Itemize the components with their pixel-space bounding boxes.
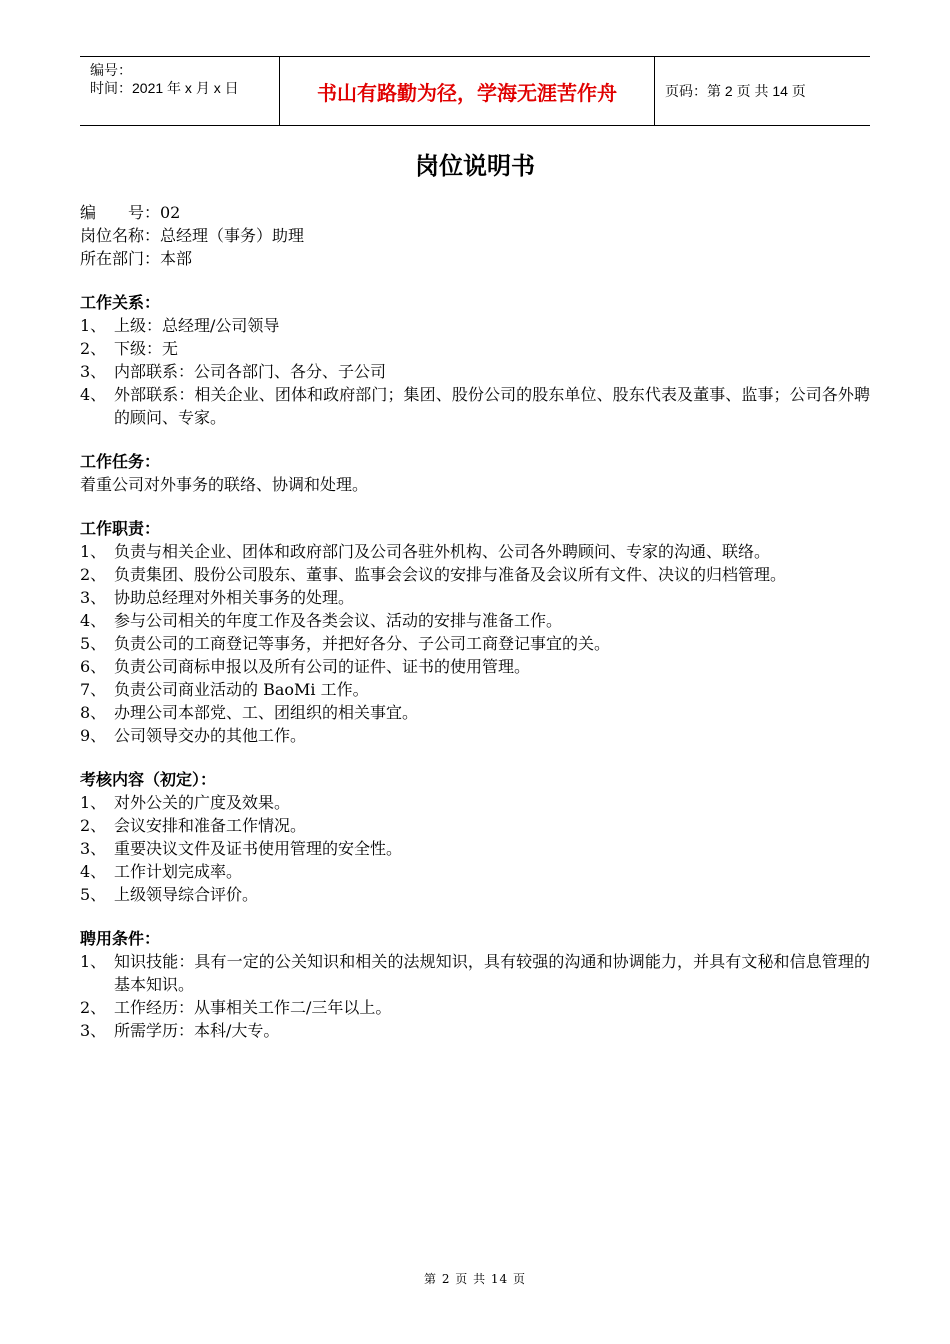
requirements-heading: 聘用条件： (80, 929, 161, 948)
duties-list (80, 540, 870, 747)
list-item (80, 383, 870, 429)
list-item (80, 814, 870, 837)
list-item (80, 724, 870, 747)
header-page-info: 页码：第 2 页 共 14 页 (665, 83, 806, 99)
meta-position: 岗位名称：总经理（事务）助理 (80, 226, 305, 245)
list-item (80, 586, 870, 609)
list-item (80, 860, 870, 883)
list-item (80, 540, 870, 563)
list-item-text: 重要决议文件及证书使用管理的安全性。 (114, 839, 403, 858)
list-item-number: 6、 (80, 657, 107, 676)
list-item-text: 知识技能：具有一定的公关知识和相关的法规知识，具有较强的沟通和协调能力，并具有文秘和信息管理的基本知识。 (114, 952, 870, 994)
list-item (80, 996, 870, 1019)
list-item-number: 8、 (80, 703, 107, 722)
list-item-text: 负责与相关企业、团体和政府部门及公司各驻外机构、公司各外聘顾问、专家的沟通、联络。 (114, 542, 771, 561)
list-item-text: 会议安排和准备工作情况。 (114, 816, 307, 835)
assessment-heading: 考核内容（初定）： (80, 770, 217, 789)
relations-heading: 工作关系： (80, 293, 161, 312)
relations-list (80, 314, 870, 429)
list-item-text: 公司领导交办的其他工作。 (114, 726, 307, 745)
list-item-number: 9、 (80, 726, 107, 745)
document-body (80, 201, 870, 1042)
list-item (80, 883, 870, 906)
list-item-number: 4、 (80, 611, 107, 630)
list-item-text: 工作计划完成率。 (114, 862, 243, 881)
list-item-number: 3、 (80, 839, 107, 858)
list-item (80, 950, 870, 996)
list-item-number: 1、 (80, 793, 107, 812)
list-item-text: 协助总经理对外相关事务的处理。 (114, 588, 355, 607)
list-item-number: 3、 (80, 1021, 107, 1040)
list-item-number: 7、 (80, 680, 107, 699)
list-item-number: 1、 (80, 952, 107, 971)
list-item-text: 负责集团、股份公司股东、董事、监事会会议的安排与准备及会议所有文件、决议的归档管理。 (114, 565, 787, 584)
header-motto: 书山有路勤为径，学海无涯苦作舟 (280, 57, 655, 125)
position-meta (80, 201, 870, 270)
list-item-text: 负责公司的工商登记等事务，并把好各分、子公司工商登记事宜的关。 (114, 634, 611, 653)
list-item-number: 3、 (80, 362, 107, 381)
page-header (80, 56, 870, 126)
meta-number: 编 号：02 (80, 203, 181, 222)
list-item-text: 所需学历：本科/大专。 (114, 1021, 280, 1040)
list-item-number: 1、 (80, 316, 107, 335)
list-item (80, 314, 870, 337)
list-item-number: 4、 (80, 385, 107, 404)
list-item-text: 负责公司商标申报以及所有公司的证件、证书的使用管理。 (114, 657, 531, 676)
list-item-number: 2、 (80, 565, 107, 584)
list-item (80, 360, 870, 383)
list-item (80, 791, 870, 814)
list-item-text: 上级：总经理/公司领导 (114, 316, 280, 335)
list-item-number: 5、 (80, 885, 107, 904)
list-item-text: 外部联系：相关企业、团体和政府部门；集团、股份公司的股东单位、股东代表及董事、监事；公司各外聘的顾问、专家。 (114, 385, 870, 427)
list-item-text: 内部联系：公司各部门、各分、子公司 (114, 362, 387, 381)
assessment-list (80, 791, 870, 906)
list-item-number: 2、 (80, 816, 107, 835)
document-title: 岗位说明书 (415, 152, 535, 180)
list-item (80, 837, 870, 860)
list-item-number: 5、 (80, 634, 107, 653)
list-item-text: 上级领导综合评价。 (114, 885, 259, 904)
header-number-label: 编号： (90, 62, 132, 78)
list-item (80, 337, 870, 360)
list-item-number: 3、 (80, 588, 107, 607)
page-footer: 第 2 页 共 14 页 (424, 1272, 526, 1286)
header-info-cell (80, 57, 280, 125)
list-item (80, 563, 870, 586)
list-item-text: 对外公关的广度及效果。 (114, 793, 291, 812)
header-time-label: 时间：2021 年 x 月 x 日 (90, 80, 239, 96)
list-item (80, 678, 870, 701)
list-item (80, 609, 870, 632)
list-item-text: 参与公司相关的年度工作及各类会议、活动的安排与准备工作。 (114, 611, 563, 630)
list-item (80, 632, 870, 655)
list-item-text: 工作经历：从事相关工作二/三年以上。 (114, 998, 392, 1017)
duties-heading: 工作职责： (80, 519, 161, 538)
list-item-text: 负责公司商业活动的 BaoMi 工作。 (114, 680, 369, 699)
list-item-number: 1、 (80, 542, 107, 561)
list-item-text: 下级：无 (114, 339, 179, 358)
list-item (80, 655, 870, 678)
list-item-number: 2、 (80, 998, 107, 1017)
list-item-number: 4、 (80, 862, 107, 881)
tasks-heading: 工作任务： (80, 452, 161, 471)
tasks-text: 着重公司对外事务的联络、协调和处理。 (80, 475, 369, 494)
list-item-number: 2、 (80, 339, 107, 358)
requirements-list (80, 950, 870, 1042)
list-item (80, 1019, 870, 1042)
list-item (80, 701, 870, 724)
list-item-text: 办理公司本部党、工、团组织的相关事宜。 (114, 703, 419, 722)
meta-department: 所在部门：本部 (80, 249, 193, 268)
